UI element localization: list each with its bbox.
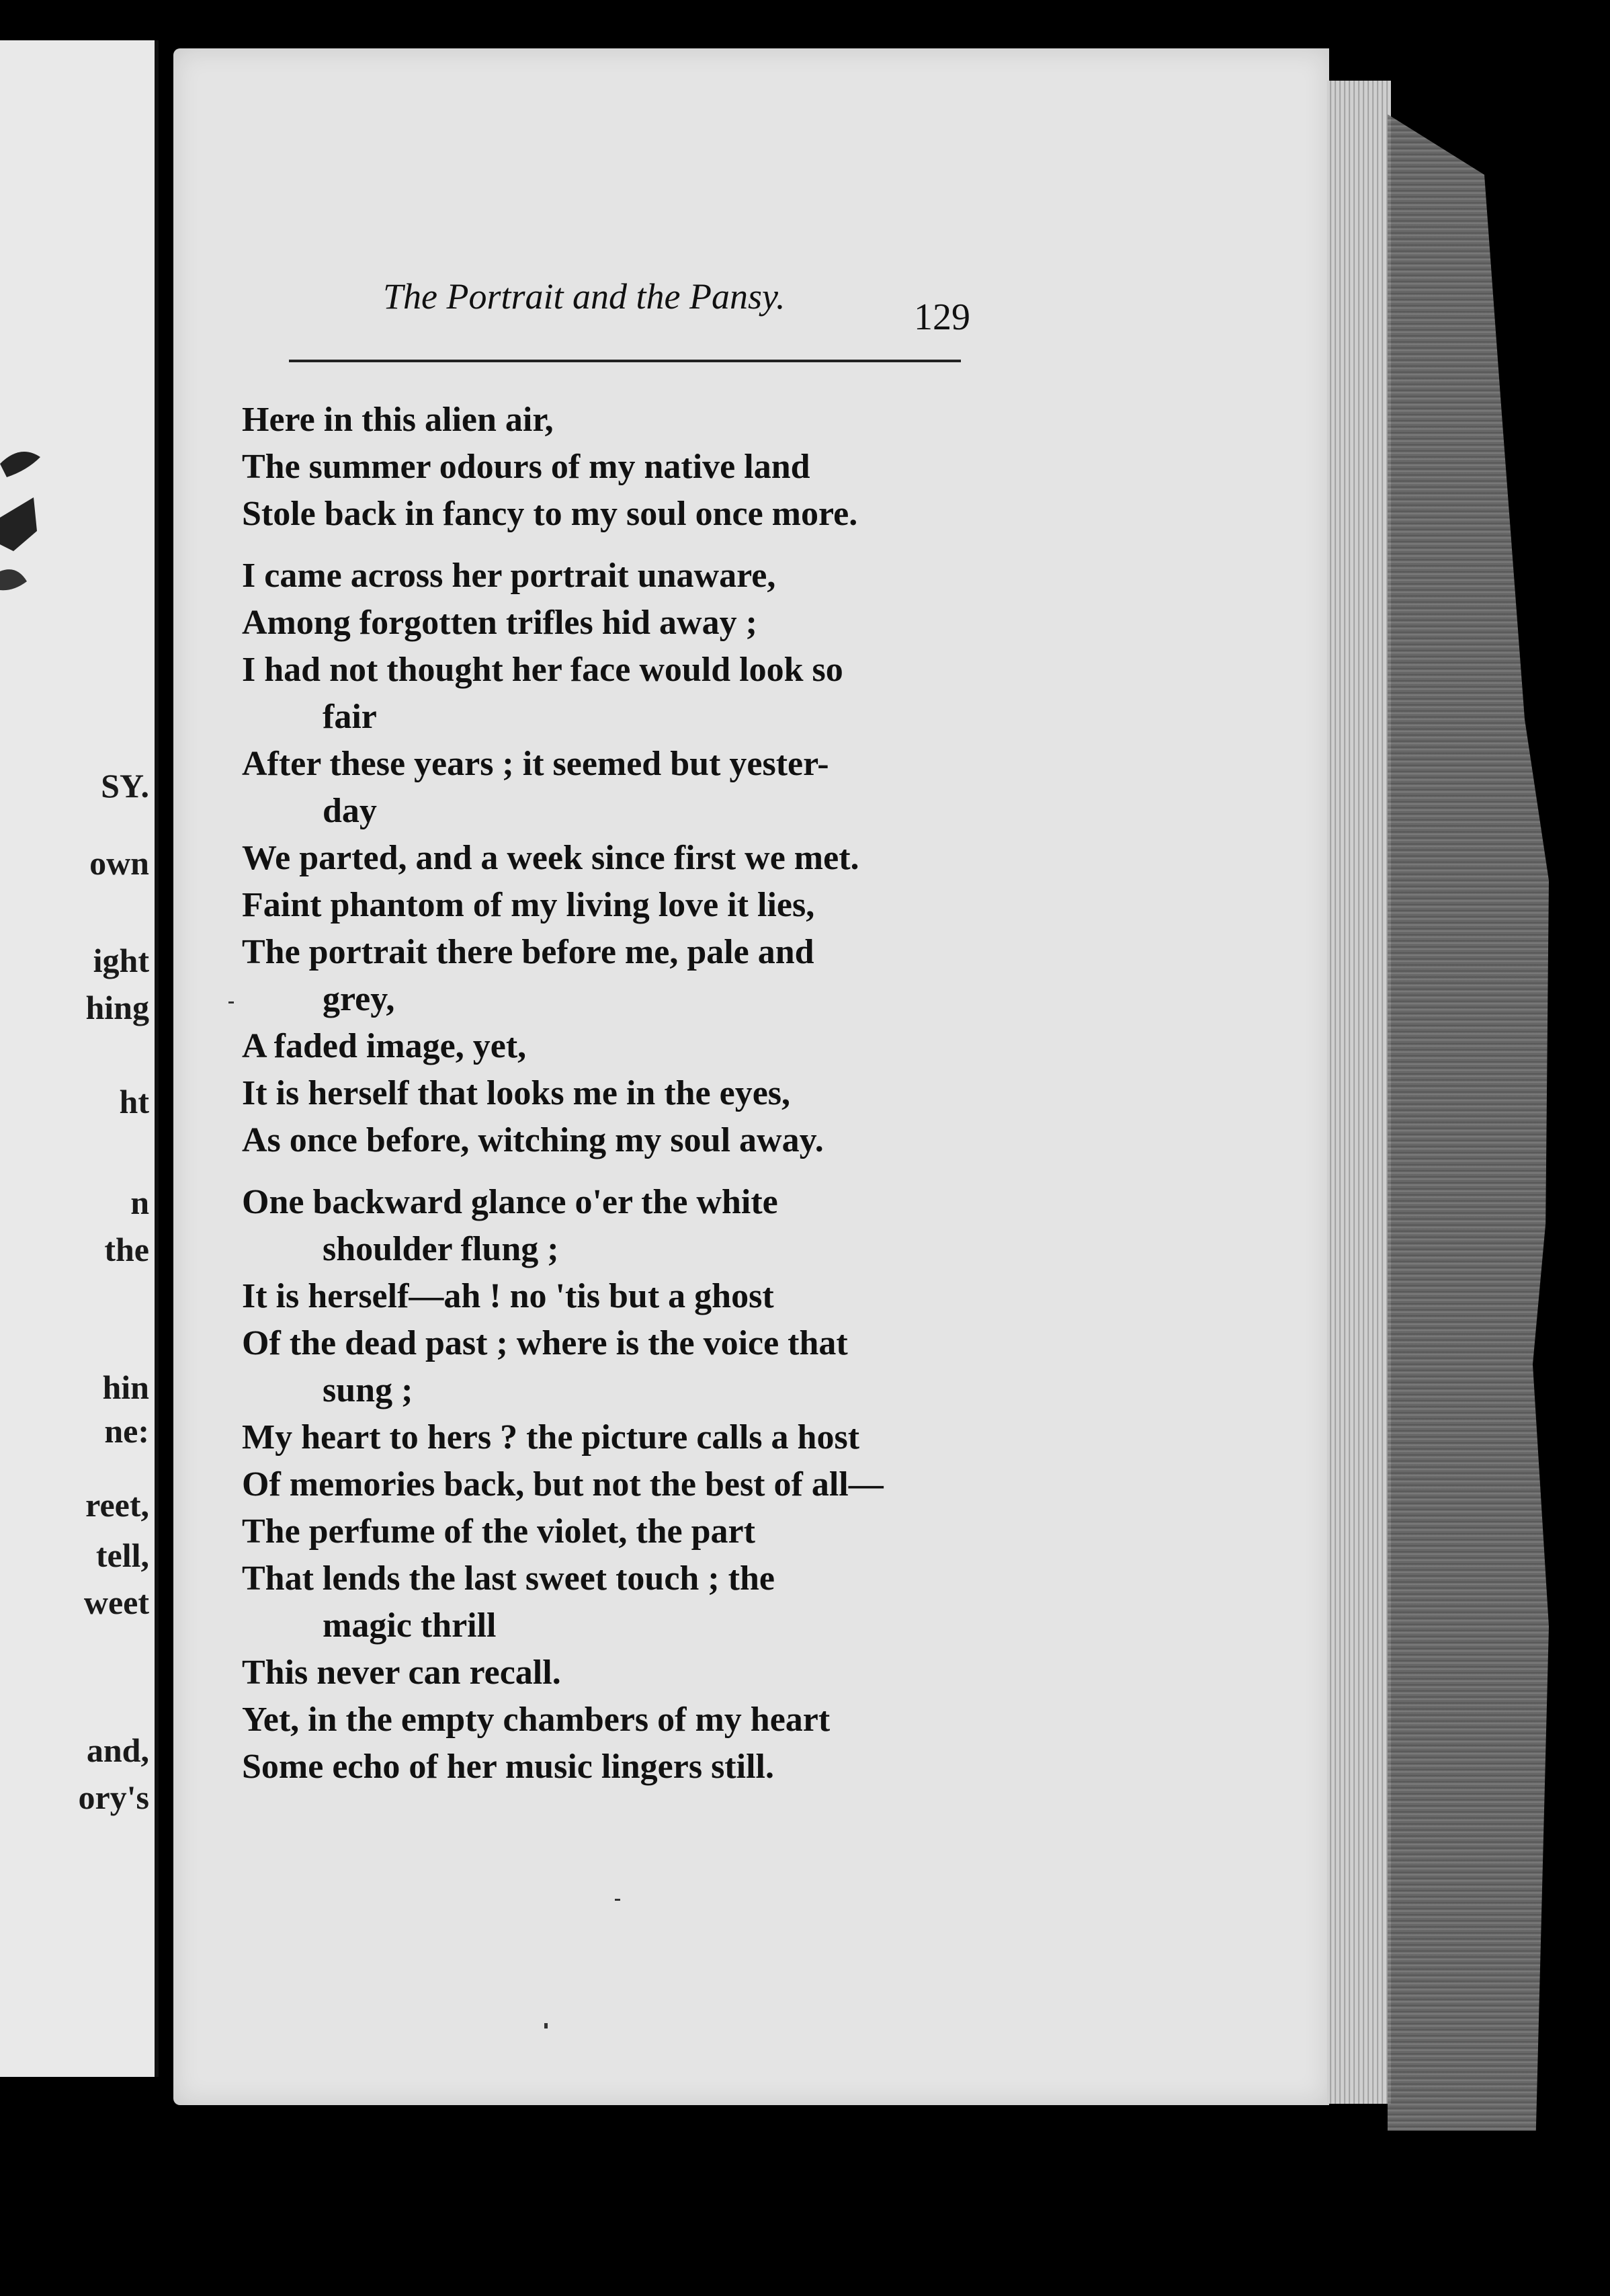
poem-line: That lends the last sweet touch ; the	[242, 1559, 775, 1598]
poem-line: I had not thought her face would look so	[242, 651, 843, 689]
poem-line: The perfume of the violet, the part	[242, 1512, 755, 1551]
poem-line: A faded image, yet,	[242, 1027, 527, 1065]
poem	[242, 397, 981, 1805]
poem-line: The summer odours of my native land	[242, 448, 810, 486]
poem-line: My heart to hers ? the picture calls a host	[242, 1418, 860, 1457]
left-page-fragment: weet	[83, 1584, 149, 1621]
stanza	[242, 1179, 981, 1791]
left-page-fragment: n	[130, 1184, 149, 1221]
left-page-fragment: SY.	[101, 767, 149, 805]
header-rule	[289, 360, 961, 362]
ornament-fragment-icon	[0, 437, 47, 612]
left-page-fragment: ory's	[78, 1778, 149, 1816]
poem-line: It is herself—ah ! no 'tis but a ghost	[242, 1277, 774, 1315]
poem-line: day	[323, 792, 377, 830]
poem-line: Here in this alien air,	[242, 401, 554, 439]
left-page-fragment: hin	[102, 1368, 149, 1406]
binding-backing	[1388, 114, 1549, 2131]
poem-line: grey,	[323, 980, 395, 1018]
left-page-fragment: ne:	[104, 1412, 149, 1450]
poem-line: Stole back in fancy to my soul once more.	[242, 495, 858, 533]
left-page-fragment: and,	[86, 1731, 149, 1769]
poem-line: One backward glance o'er the white	[242, 1183, 778, 1221]
stanza	[242, 397, 981, 538]
left-page-fragment: tell,	[95, 1536, 149, 1574]
poem-line: As once before, witching my soul away.	[242, 1121, 824, 1159]
left-page-fragment: ht	[119, 1083, 149, 1120]
print-speck	[544, 2023, 548, 2028]
page-edges	[1327, 81, 1391, 2104]
poem-line: Some echo of her music lingers still.	[242, 1748, 774, 1786]
print-speck	[228, 1001, 234, 1003]
poem-line: This never can recall.	[242, 1653, 561, 1692]
poem-line: It is herself that looks me in the eyes,	[242, 1074, 791, 1112]
poem-line: Of the dead past ; where is the voice that	[242, 1324, 848, 1362]
poem-line: After these years ; it seemed but yester-	[242, 745, 829, 783]
left-page-fragment: ight	[93, 942, 149, 979]
poem-line: fair	[323, 698, 377, 736]
stanza	[242, 552, 981, 1164]
left-page-fragment: hing	[85, 989, 149, 1026]
poem-line: Faint phantom of my living love it lies,	[242, 886, 815, 924]
poem-line: I came across her portrait unaware,	[242, 557, 776, 595]
poem-line: Among forgotten trifles hid away ;	[242, 604, 757, 642]
left-page-fragment: the	[104, 1231, 149, 1268]
poem-line: Of memories back, but not the best of all—	[242, 1465, 884, 1504]
poem-line: magic thrill	[323, 1606, 497, 1645]
poem-line: We parted, and a week since first we met.	[242, 839, 859, 877]
poem-line: The portrait there before me, pale and	[242, 933, 814, 971]
page-number: 129	[914, 296, 970, 338]
left-page-fragment: own	[89, 844, 149, 882]
running-title: The Portrait and the Pansy.	[383, 276, 786, 317]
left-page-fragment: reet,	[85, 1486, 149, 1524]
poem-line: sung ;	[323, 1371, 413, 1409]
left-facing-page	[0, 40, 159, 2077]
poem-line: Yet, in the empty chambers of my heart	[242, 1700, 831, 1739]
print-speck	[615, 1899, 620, 1901]
poem-line: shoulder flung ;	[323, 1230, 559, 1268]
